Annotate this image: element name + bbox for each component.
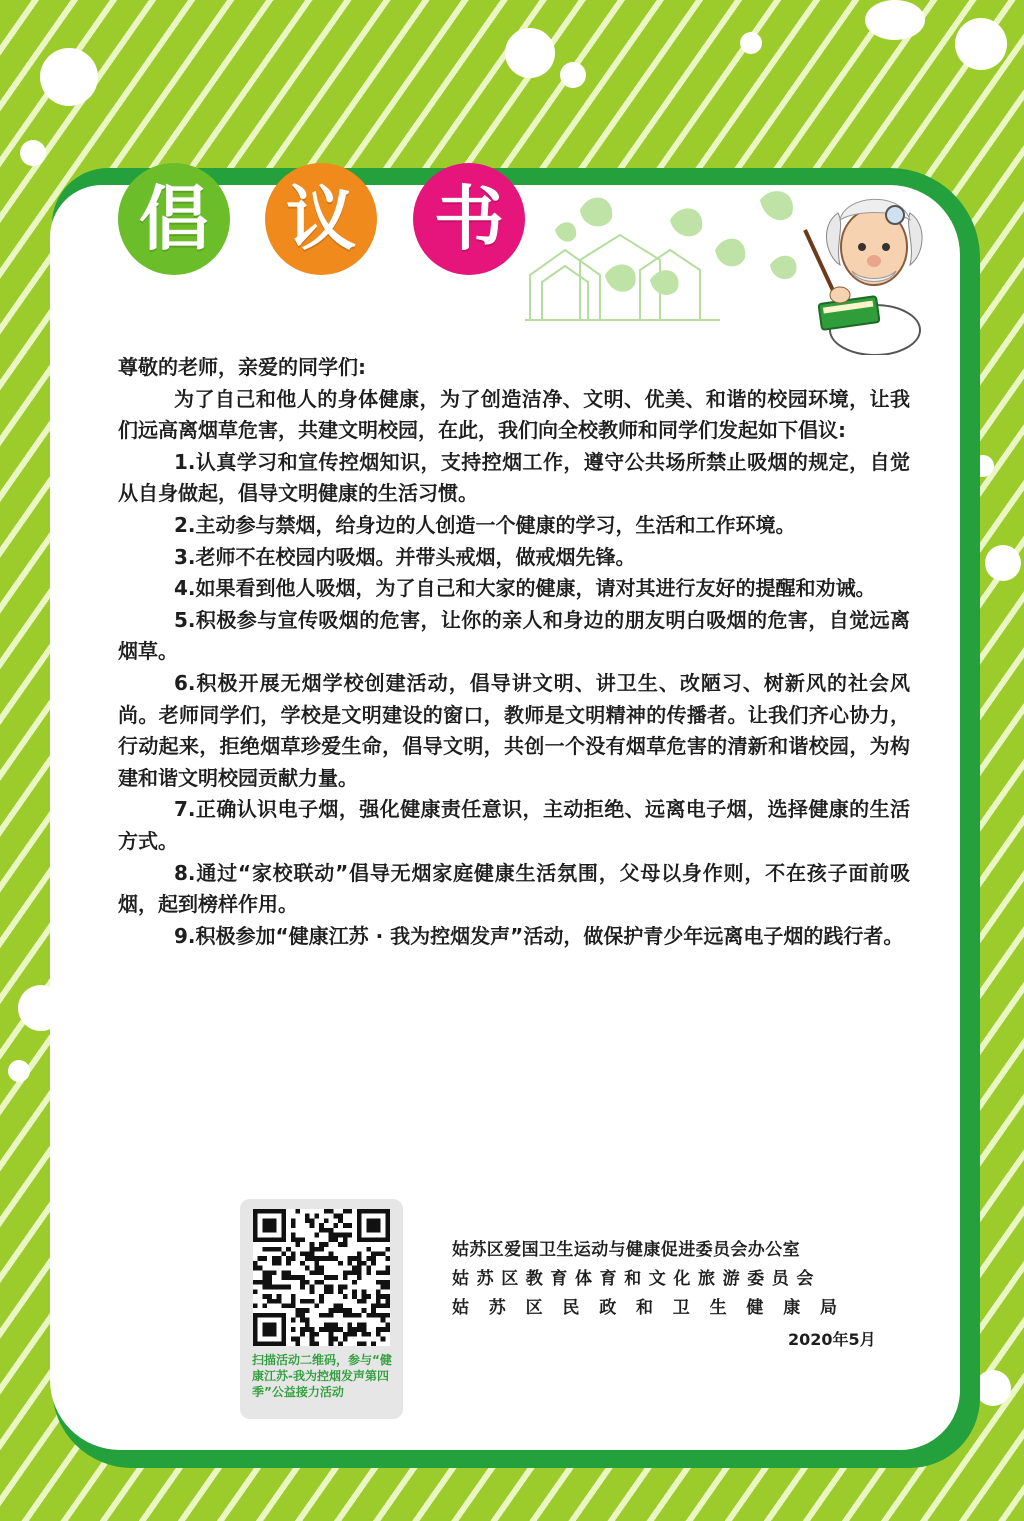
proposal-item: 5.积极参与宣传吸烟的危害，让你的亲人和身边的朋友明白吸烟的危害，自觉远离烟草。 xyxy=(118,607,910,664)
title-char-3: 书 xyxy=(413,163,525,275)
bubble-decoration xyxy=(955,18,1007,70)
doctor-mascot-icon xyxy=(800,185,940,355)
qr-card xyxy=(240,1199,403,1419)
signature-line: 姑苏区民政和卫生健康局 xyxy=(452,1298,857,1318)
proposal-item: 2.主动参与禁烟，给身边的人创造一个健康的学习，生活和工作环境。 xyxy=(174,512,796,537)
title-char-1: 倡 xyxy=(118,163,230,275)
bubble-decoration xyxy=(560,62,586,88)
proposal-item: 7.正确认识电子烟，强化健康责任意识，主动拒绝、远离电子烟，选择健康的生活方式。 xyxy=(118,797,910,853)
proposal-item: 9.积极参加“健康江苏 · 我为控烟发声”活动，做保护青少年远离电子烟的践行者。 xyxy=(174,923,904,948)
bubble-decoration xyxy=(740,32,762,54)
signature-line: 姑苏区爱国卫生运动与健康促进委员会办公室 xyxy=(452,1240,800,1260)
signature-line: 姑苏区教育体育和文化旅游委员会 xyxy=(452,1269,821,1289)
proposal-body xyxy=(118,352,910,952)
issue-date: 2020年5月 xyxy=(788,1330,876,1349)
bubble-decoration xyxy=(8,1060,30,1082)
bubble-decoration xyxy=(975,1370,1011,1406)
proposal-item: 4.如果看到他人吸烟，为了自己和大家的健康，请对其进行友好的提醒和劝诫。 xyxy=(174,576,876,601)
proposal-item: 3.老师不在校园内吸烟。并带头戒烟，做戒烟先锋。 xyxy=(174,544,636,569)
greeting: 尊敬的老师，亲爱的同学们: xyxy=(118,355,366,379)
signature-block xyxy=(452,1236,892,1323)
proposal-item: 8.通过“家校联动”倡导无烟家庭健康生活氛围，父母以身作则，不在孩子面前吸烟，起到榜样作用。 xyxy=(118,860,910,917)
leaves-icon xyxy=(520,180,820,330)
intro-paragraph: 为了自己和他人的身体健康，为了创造洁净、文明、优美、和谐的校园环境，让我们远高离烟草危害，共建文明校园，在此，我们向全校教师和同学们发起如下倡议: xyxy=(118,386,910,443)
bubble-decoration xyxy=(865,0,925,40)
proposal-item: 1.认真学习和宣传控烟知识，支持控烟工作，遵守公共场所禁止吸烟的规定，自觉从自身做起，倡导文明健康的生活习惯。 xyxy=(118,449,910,506)
proposal-item: 6.积极开展无烟学校创建活动，倡导讲文明、讲卫生、改陋习、树新风的社会风尚。老师同学们，学校是文明建设的窗口，教师是文明精神的传播者。让我们齐心协力，行动起来，拒绝烟草珍爱生命，倡导文明，共创一个没有烟草危害的清新和谐校园，为构建和谐文明校园贡献力量。 xyxy=(118,670,910,790)
bubble-decoration xyxy=(985,545,1021,581)
title-char-2: 议 xyxy=(265,163,377,275)
qr-caption: 扫描活动二维码，参与“健康江苏-我为控烟发声第四季”公益接力活动 xyxy=(252,1353,392,1399)
bubble-decoration xyxy=(20,140,46,166)
bubble-decoration xyxy=(40,48,98,106)
qr-code-icon[interactable] xyxy=(253,1209,390,1346)
bubble-decoration xyxy=(505,28,555,78)
